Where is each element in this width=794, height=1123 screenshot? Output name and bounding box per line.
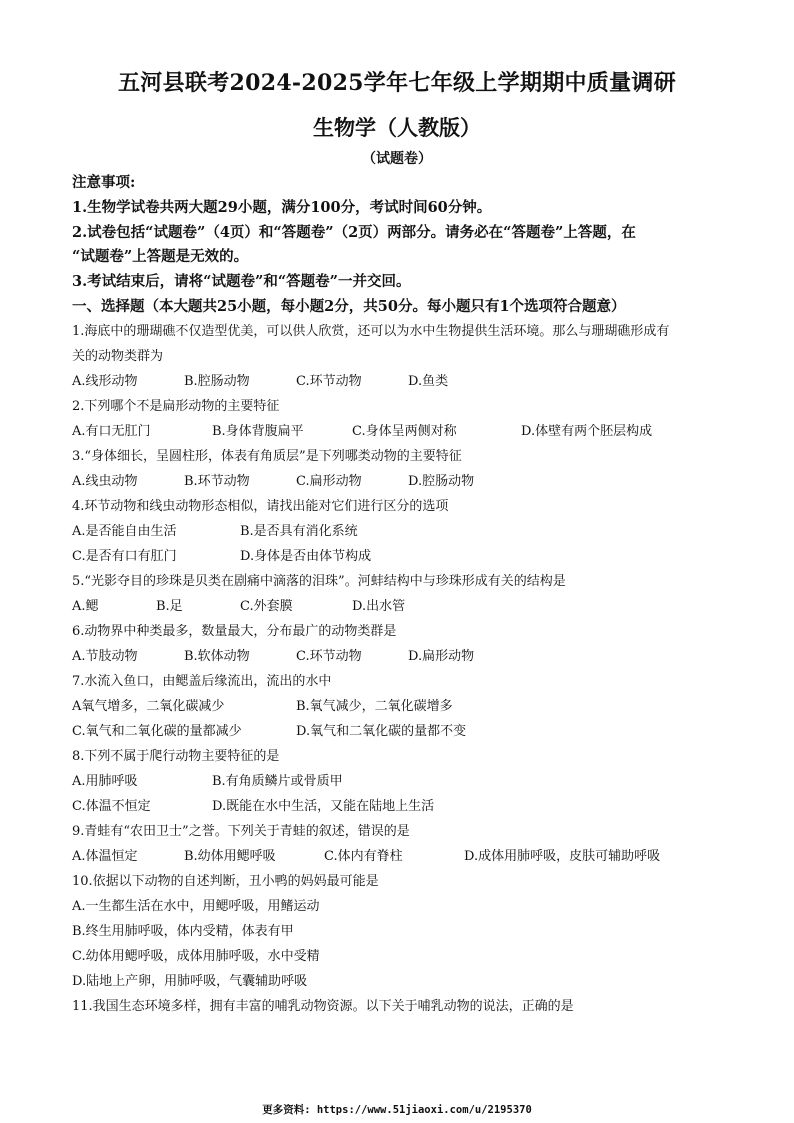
option: C.体内有脊柱 [324,849,403,864]
question-6: 6.动物界中种类最多，数量最大，分布最广的动物类群是 [72,624,397,639]
subject-title: 生物学（人教版） [313,115,481,140]
option: C.环节动物 [296,649,362,664]
option: D.既能在水中生活，又能在陆地上生活 [212,799,435,814]
option: C.氧气和二氧化碳的量都减少 [72,724,242,739]
question-2: 2.下列哪个不是扁形动物的主要特征 [72,399,280,414]
option: B.是否具有消化系统 [240,524,358,539]
option: C.环节动物 [296,374,362,389]
question-7: 7.水流入鱼口，由鳃盖后缘流出，流出的水中 [72,674,332,689]
option: C.体温不恒定 [72,799,151,814]
option: D.身体是否由体节构成 [240,549,372,564]
question-10-option-b: B.终生用肺呼吸，体内受精，体表有甲 [72,924,294,939]
option: A.体温恒定 [72,849,138,864]
notice-item-2: 2.试卷包括“试题卷”（4页）和“答题卷”（2页）两部分。请务必在“答题卷”上答题，在 [72,224,636,241]
option: C.身体呈两侧对称 [352,424,457,439]
option: B.有角质鳞片或骨质甲 [212,774,343,789]
question-9: 9.青蛙有“农田卫士”之誉。下列关于青蛙的叙述，错误的是 [72,824,410,839]
option: A氧气增多，二氧化碳减少 [72,699,225,714]
option: A.线虫动物 [72,474,138,489]
exam-title: 五河县联考2024-2025学年七年级上学期期中质量调研 [118,70,676,96]
option: A.是否能自由生活 [72,524,177,539]
footer-link[interactable]: 更多资料: https://www.51jiaoxi.com/u/2195370 [262,1104,532,1116]
question-5: 5.“光影夺目的珍珠是贝类在剧痛中滴落的泪珠”。河蚌结构中与珍珠形成有关的结构是 [72,574,566,589]
section-heading: 一、选择题（本大题共25小题，每小题2分，共50分。每小题只有1个选项符合题意） [72,298,626,315]
option: B.足 [156,599,183,614]
question-1-cont: 关的动物类群为 [72,349,164,364]
option: B.氧气减少，二氧化碳增多 [296,699,453,714]
option: C.是否有口有肛门 [72,549,177,564]
option: A.鳃 [72,599,99,614]
option: A.线形动物 [72,374,138,389]
option: D.氧气和二氧化碳的量都不变 [296,724,467,739]
option: B.身体背腹扁平 [212,424,304,439]
notice-item-1: 1.生物学试卷共两大题29小题，满分100分，考试时间60分钟。 [72,199,492,216]
option: D.鱼类 [408,374,449,389]
question-10: 10.依据以下动物的自述判断，丑小鸭的妈妈最可能是 [72,874,379,889]
option: D.扁形动物 [408,649,475,664]
option: D.体壁有两个胚层构成 [521,424,653,439]
question-8: 8.下列不属于爬行动物主要特征的是 [72,749,280,764]
question-10-option-a: A.一生都生活在水中，用鳃呼吸，用鳍运动 [72,899,320,914]
question-1: 1.海底中的珊瑚礁不仅造型优美，可以供人欣赏，还可以为水中生物提供生活环境。那么与珊瑚礁形成有 [72,324,670,339]
option: A.用肺呼吸 [72,774,138,789]
option: C.外套膜 [240,599,293,614]
question-11: 11.我国生态环境多样，拥有丰富的哺乳动物资源。以下关于哺乳动物的说法，正确的是 [72,999,574,1014]
option: B.幼体用鳃呼吸 [184,849,276,864]
question-10-option-c: C.幼体用鳃呼吸，成体用肺呼吸，水中受精 [72,949,320,964]
notice-heading: 注意事项: [72,174,136,191]
question-10-option-d: D.陆地上产卵，用肺呼吸，气囊辅助呼吸 [72,974,308,989]
option: C.扁形动物 [296,474,362,489]
question-4: 4.环节动物和线虫动物形态相似，请找出能对它们进行区分的选项 [72,499,449,514]
notice-item-2-cont: “试题卷”上答题是无效的。 [72,248,249,265]
notice-item-3: 3.考试结束后，请将“试题卷”和“答题卷”一并交回。 [72,273,411,290]
option: B.环节动物 [184,474,250,489]
option: B.软体动物 [184,649,250,664]
option: B.腔肠动物 [184,374,250,389]
option: A.节肢动物 [72,649,138,664]
paper-type: （试题卷） [362,151,432,167]
question-3: 3.“身体细长，呈圆柱形，体表有角质层”是下列哪类动物的主要特征 [72,449,462,464]
option: D.腔肠动物 [408,474,475,489]
option: D.出水管 [352,599,406,614]
option: A.有口无肛门 [72,424,151,439]
option: D.成体用肺呼吸，皮肤可辅助呼吸 [464,849,661,864]
